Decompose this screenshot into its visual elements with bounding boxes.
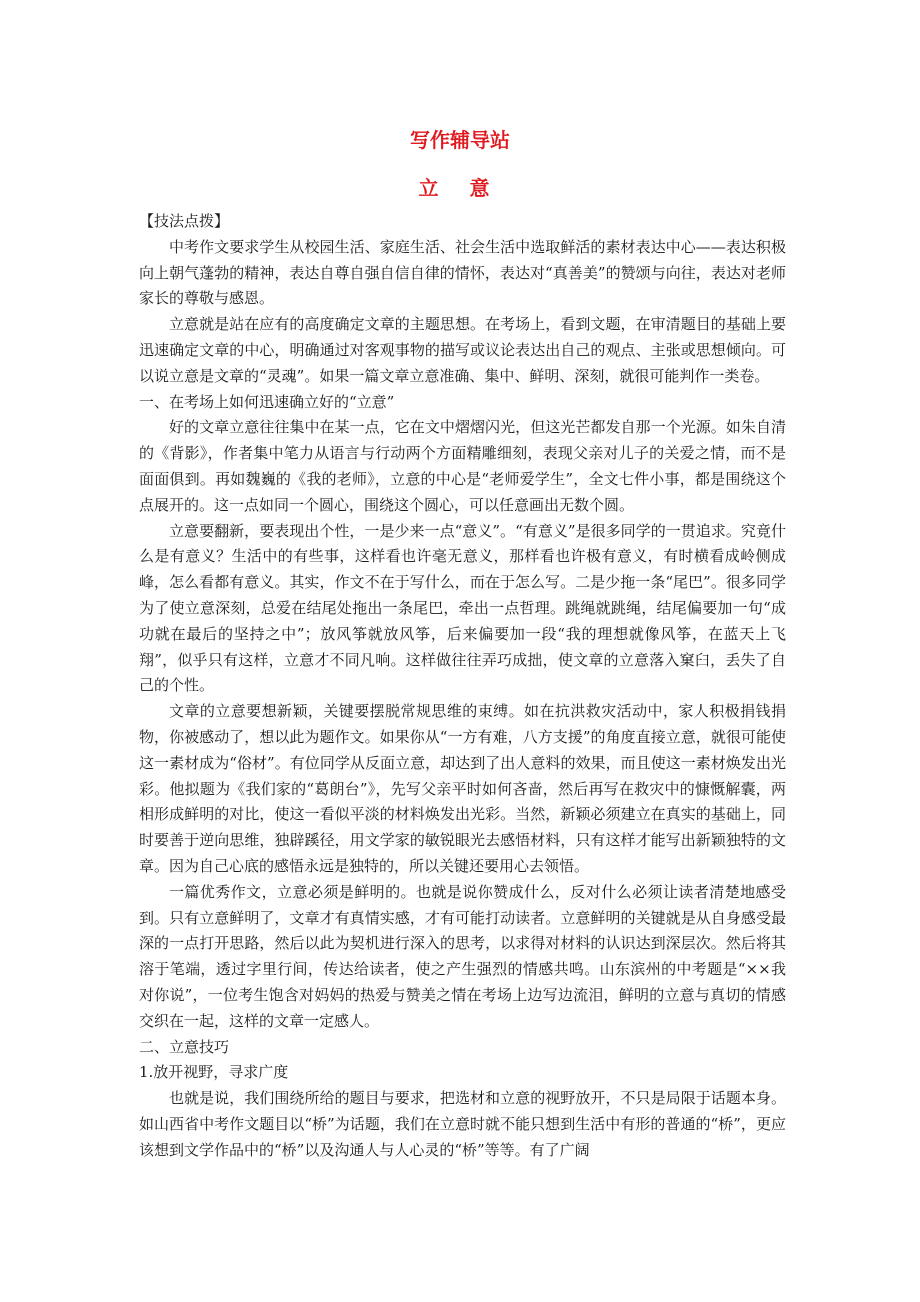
subsection-heading: 1.放开视野，寻求广度 <box>139 1063 289 1082</box>
paragraph: 文章的立意要想新颖，关键要摆脱常规思维的束缚。如在抗洪救灾活动中，家人积极捐钱捐物，你被感动了，想以此为题作文。如果你从“一方有难，八方支援”的角度直接立意，就很可能使这一素材成为“俗材”。有位同学从反面立意，却达到了出人意料的效果，而且使这一素材焕发出光彩。他拟题为《我们家的“葛朗台”》，先写父亲平时如何吝啬，然后再写在救灾中的慷慨解囊，两相形成鲜明的对比，使这一看似平淡的材料焕发出光彩。当然，新颖必须建立在真实的基础上，同时要善于逆向思维，独辟蹊径，用文学家的敏锐眼光去感悟材料，只有这样才能写出新颖独特的文章。因为自己心底的感悟永远是独特的，所以关键还要用心去领悟。 <box>139 702 786 875</box>
section-heading: 二、立意技巧 <box>139 1037 230 1056</box>
document-body <box>139 209 786 1163</box>
paragraph: 也就是说，我们围绕所给的题目与要求，把选材和立意的视野放开，不只是局限于话题本身。如山西省中考作文题目以“桥”为话题，我们在立意时就不能只想到生活中有形的普通的“桥”，更应该想到文学作品中的“桥”以及沟通人与人心灵的“桥”等等。有了广阔 <box>139 1089 786 1159</box>
paragraph: 立意要翻新，要表现出个性，一是少来一点“意义”。“有意义”是很多同学的一贯追求。究竟什么是有意义？生活中的有些事，这样看也许毫无意义，那样看也许极有意义，有时横看成岭侧成峰，怎么看都有意义。其实，作文不在于写什么，而在于怎么写。二是少拖一条“尾巴”。很多同学为了使立意深刻，总爱在结尾处拖出一条尾巴，牵出一点哲理。跳绳就跳绳，结尾偏要加一句“成功就在最后的坚持之中”；放风筝就放风筝，后来偏要加一段“我的理想就像风筝，在蓝天上飞翔”，似乎只有这样，立意才不同凡响。这样做往往弄巧成拙，使文章的立意落入窠臼，丢失了自己的个性。 <box>139 521 786 695</box>
paragraph: 中考作文要求学生从校园生活、家庭生活、社会生活中选取鲜活的素材表达中心——表达积极向上朝气蓬勃的精神，表达自尊自强自信自律的情怀，表达对“真善美”的赞颂与向往，表达对老师家长的尊敬与感恩。 <box>139 237 786 308</box>
section-heading: 一、在考场上如何迅速确立好的“立意” <box>139 392 395 411</box>
paragraph: 立意就是站在应有的高度确定文章的主题思想。在考场上，看到文题，在审清题目的基础上要迅速确定文章的中心，明确通过对客观事物的描写或议论表达出自己的观点、主张或思想倾向。可以说立意是文章的“灵魂”。如果一篇文章立意准确、集中、鲜明、深刻，就很可能判作一类卷。 <box>139 315 786 385</box>
section-label: 【技法点拨】 <box>139 212 230 230</box>
paragraph: 好的文章立意往往集中在某一点，它在文中熠熠闪光，但这光芒都发自那一个光源。如朱自清的《背影》，作者集中笔力从语言与行动两个方面精雕细刻，表现父亲对儿子的关爱之情，而不是面面俱到。再如魏巍的《我的老师》，立意的中心是“老师爱学生”，全文七件小事，都是围绕这个点展开的。这一点如同一个圆心，围绕这个圆心，可以任意画出无数个圆。 <box>139 418 786 514</box>
paragraph: 一篇优秀作文，立意必须是鲜明的。也就是说你赞成什么，反对什么必须让读者清楚地感受到。只有立意鲜明了，文章才有真情实感，才有可能打动读者。立意鲜明的关键就是从自身感受最深的一点打开思路，然后以此为契机进行深入的思考，以求得对材料的认识达到深层次。然后将其溶于笔端，透过字里行间，传达给读者，使之产生强烈的情感共鸣。山东滨州的中考题是“××我对你说”，一位考生饱含对妈妈的热爱与赞美之情在考场上边写边流泪，鲜明的立意与真切的情感交织在一起，这样的文章一定感人。 <box>139 882 786 1030</box>
document-subtitle: 立 意 <box>418 176 502 200</box>
document-title: 写作辅导站 <box>410 128 510 152</box>
